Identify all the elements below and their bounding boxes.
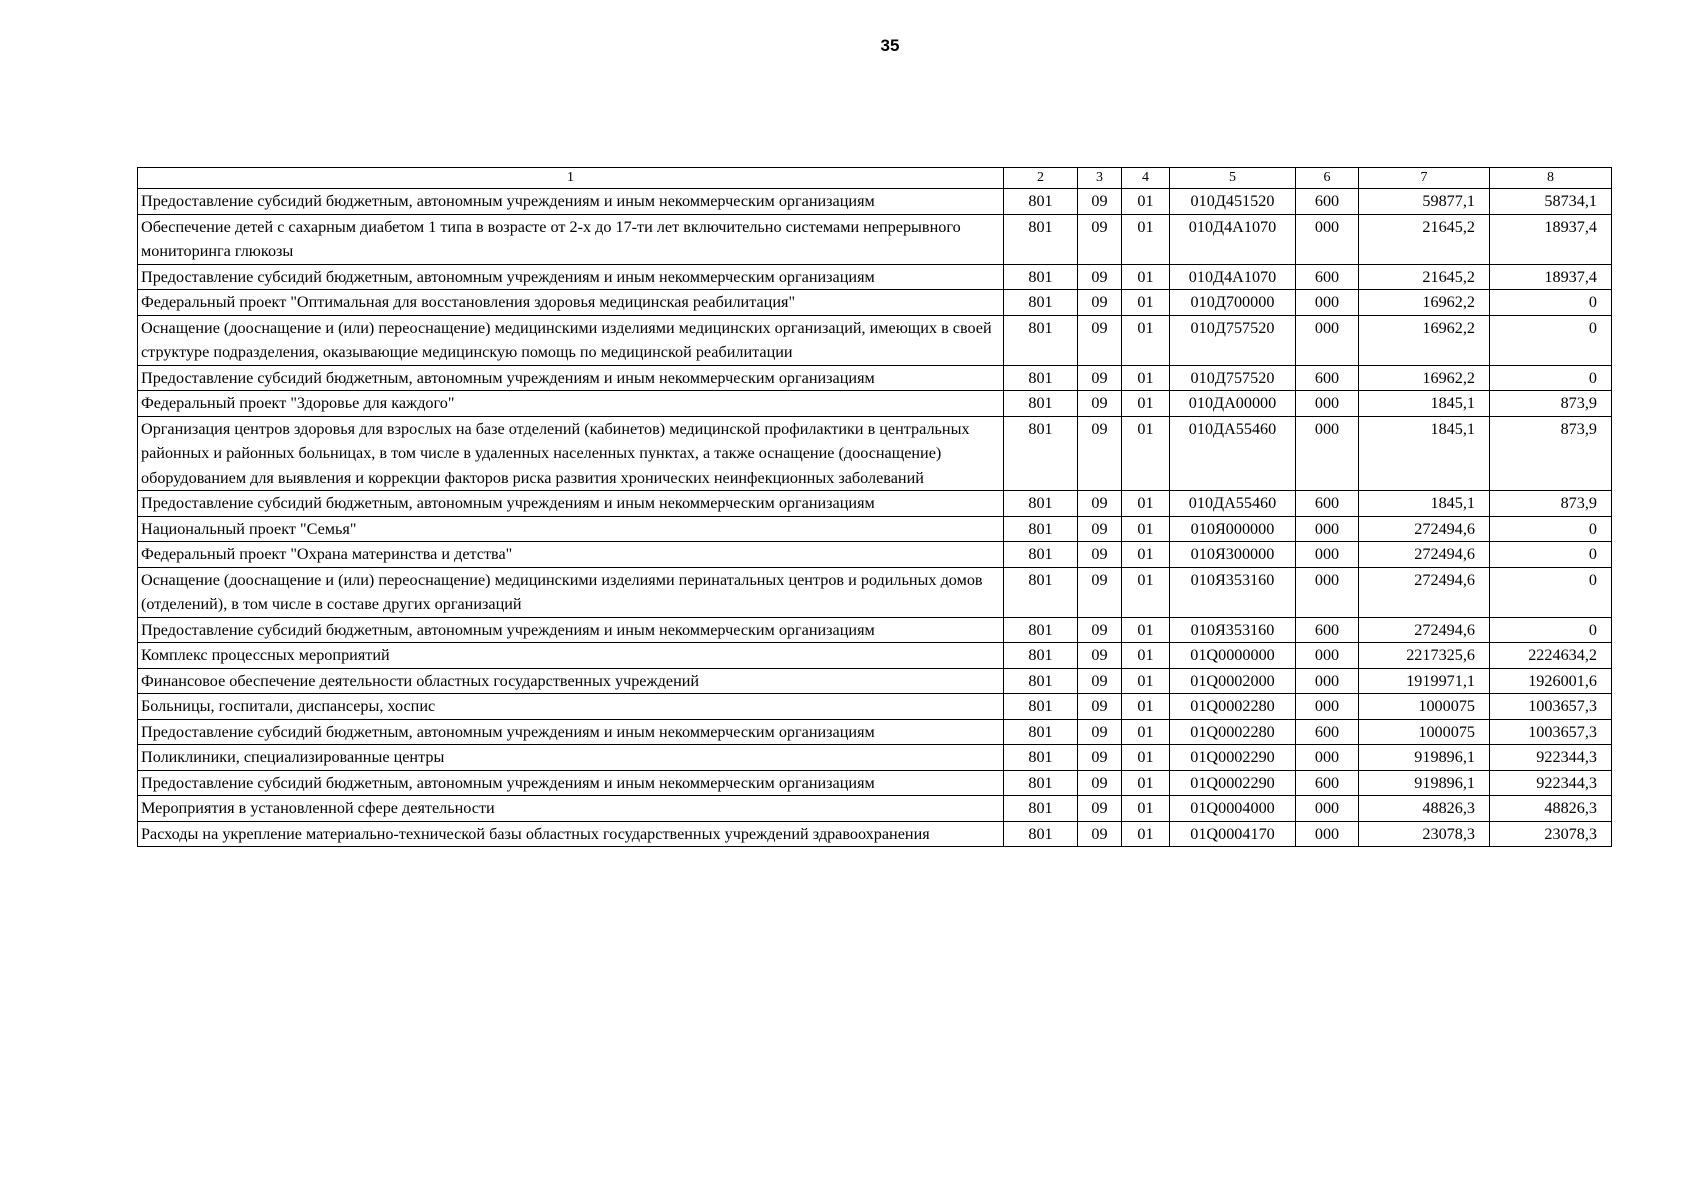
code-target-article: 010Я000000: [1170, 516, 1296, 542]
row-description: Предоставление субсидий бюджетным, автономным учреждениям и иным некоммерческим организациям: [138, 365, 1004, 391]
code-target-article: 01Q0002280: [1170, 694, 1296, 720]
code-target-article: 010ДА55460: [1170, 416, 1296, 491]
amount-year-1: 1000075: [1359, 719, 1490, 745]
code-expense-type: 000: [1296, 214, 1359, 264]
code-expense-type: 000: [1296, 516, 1359, 542]
code-section: 09: [1078, 189, 1122, 215]
code-subsection: 01: [1122, 668, 1170, 694]
code-section: 09: [1078, 516, 1122, 542]
header-row: [138, 168, 1612, 189]
code-target-article: 01Q0000000: [1170, 643, 1296, 669]
code-subsection: 01: [1122, 315, 1170, 365]
table-row: [138, 567, 1612, 617]
amount-year-1: 16962,2: [1359, 290, 1490, 316]
code-ministry: 801: [1004, 617, 1078, 643]
code-expense-type: 600: [1296, 491, 1359, 517]
code-target-article: 010ДА55460: [1170, 491, 1296, 517]
code-subsection: 01: [1122, 617, 1170, 643]
amount-year-2: 1003657,3: [1490, 694, 1612, 720]
code-expense-type: 000: [1296, 542, 1359, 568]
code-target-article: 010Д4А1070: [1170, 214, 1296, 264]
amount-year-1: 48826,3: [1359, 796, 1490, 822]
table-row: [138, 643, 1612, 669]
code-expense-type: 600: [1296, 617, 1359, 643]
row-description: Федеральный проект "Здоровье для каждого": [138, 391, 1004, 417]
table-row: [138, 365, 1612, 391]
amount-year-2: 0: [1490, 315, 1612, 365]
amount-year-1: 21645,2: [1359, 264, 1490, 290]
amount-year-2: 1003657,3: [1490, 719, 1612, 745]
code-expense-type: 600: [1296, 264, 1359, 290]
code-target-article: 01Q0004170: [1170, 821, 1296, 847]
table-row: [138, 416, 1612, 491]
row-description: Предоставление субсидий бюджетным, автономным учреждениям и иным некоммерческим организациям: [138, 189, 1004, 215]
code-section: 09: [1078, 567, 1122, 617]
code-section: 09: [1078, 416, 1122, 491]
code-subsection: 01: [1122, 567, 1170, 617]
row-description: Оснащение (дооснащение и (или) переоснащение) медицинскими изделиями перинатальных центров и родильных домов (отделений), в том числе в составе других организаций: [138, 567, 1004, 617]
row-description: Предоставление субсидий бюджетным, автономным учреждениям и иным некоммерческим организациям: [138, 617, 1004, 643]
code-subsection: 01: [1122, 391, 1170, 417]
amount-year-2: 873,9: [1490, 491, 1612, 517]
code-expense-type: 600: [1296, 189, 1359, 215]
code-section: 09: [1078, 668, 1122, 694]
code-ministry: 801: [1004, 264, 1078, 290]
amount-year-1: 919896,1: [1359, 770, 1490, 796]
code-subsection: 01: [1122, 770, 1170, 796]
code-target-article: 010Я300000: [1170, 542, 1296, 568]
code-target-article: 01Q0004000: [1170, 796, 1296, 822]
code-subsection: 01: [1122, 214, 1170, 264]
row-description: Предоставление субсидий бюджетным, автономным учреждениям и иным некоммерческим организациям: [138, 491, 1004, 517]
code-target-article: 010ДА00000: [1170, 391, 1296, 417]
amount-year-2: 48826,3: [1490, 796, 1612, 822]
table-row: [138, 264, 1612, 290]
row-description: Федеральный проект "Оптимальная для восстановления здоровья медицинская реабилитация": [138, 290, 1004, 316]
code-section: 09: [1078, 694, 1122, 720]
code-expense-type: 600: [1296, 770, 1359, 796]
table-row: [138, 694, 1612, 720]
amount-year-1: 919896,1: [1359, 745, 1490, 771]
amount-year-2: 2224634,2: [1490, 643, 1612, 669]
code-target-article: 01Q0002290: [1170, 770, 1296, 796]
amount-year-2: 0: [1490, 365, 1612, 391]
code-expense-type: 000: [1296, 796, 1359, 822]
amount-year-1: 23078,3: [1359, 821, 1490, 847]
row-description: Предоставление субсидий бюджетным, автономным учреждениям и иным некоммерческим организациям: [138, 264, 1004, 290]
code-section: 09: [1078, 796, 1122, 822]
amount-year-1: 272494,6: [1359, 516, 1490, 542]
code-target-article: 010Я353160: [1170, 567, 1296, 617]
amount-year-1: 1845,1: [1359, 491, 1490, 517]
code-target-article: 010Я353160: [1170, 617, 1296, 643]
table-row: [138, 796, 1612, 822]
amount-year-1: 1845,1: [1359, 416, 1490, 491]
table-row: [138, 391, 1612, 417]
page-number: 35: [880, 36, 900, 55]
code-expense-type: 000: [1296, 315, 1359, 365]
header-cell: 8: [1490, 168, 1612, 189]
amount-year-1: 272494,6: [1359, 617, 1490, 643]
code-target-article: 01Q0002280: [1170, 719, 1296, 745]
code-ministry: 801: [1004, 365, 1078, 391]
code-subsection: 01: [1122, 365, 1170, 391]
code-ministry: 801: [1004, 315, 1078, 365]
code-expense-type: 000: [1296, 643, 1359, 669]
table-row: [138, 516, 1612, 542]
code-subsection: 01: [1122, 290, 1170, 316]
table-row: [138, 290, 1612, 316]
code-expense-type: 000: [1296, 745, 1359, 771]
header-cell: 4: [1122, 168, 1170, 189]
amount-year-1: 1919971,1: [1359, 668, 1490, 694]
code-ministry: 801: [1004, 416, 1078, 491]
table-row: [138, 617, 1612, 643]
table-body: [138, 189, 1612, 847]
amount-year-1: 1000075: [1359, 694, 1490, 720]
code-ministry: 801: [1004, 516, 1078, 542]
code-expense-type: 000: [1296, 694, 1359, 720]
code-expense-type: 600: [1296, 365, 1359, 391]
amount-year-1: 2217325,6: [1359, 643, 1490, 669]
code-target-article: 01Q0002000: [1170, 668, 1296, 694]
code-subsection: 01: [1122, 643, 1170, 669]
amount-year-2: 873,9: [1490, 416, 1612, 491]
budget-table-container: [137, 167, 1611, 847]
table-row: [138, 668, 1612, 694]
code-subsection: 01: [1122, 416, 1170, 491]
row-description: Национальный проект "Семья": [138, 516, 1004, 542]
row-description: Больницы, госпитали, диспансеры, хоспис: [138, 694, 1004, 720]
table-row: [138, 821, 1612, 847]
code-section: 09: [1078, 542, 1122, 568]
code-expense-type: 000: [1296, 821, 1359, 847]
code-subsection: 01: [1122, 694, 1170, 720]
header-cell: 7: [1359, 168, 1490, 189]
code-expense-type: 000: [1296, 668, 1359, 694]
amount-year-2: 18937,4: [1490, 214, 1612, 264]
code-subsection: 01: [1122, 745, 1170, 771]
code-expense-type: 000: [1296, 391, 1359, 417]
code-ministry: 801: [1004, 796, 1078, 822]
code-subsection: 01: [1122, 516, 1170, 542]
code-ministry: 801: [1004, 668, 1078, 694]
code-ministry: 801: [1004, 719, 1078, 745]
code-expense-type: 600: [1296, 719, 1359, 745]
code-ministry: 801: [1004, 694, 1078, 720]
row-description: Финансовое обеспечение деятельности областных государственных учреждений: [138, 668, 1004, 694]
amount-year-2: 0: [1490, 542, 1612, 568]
code-section: 09: [1078, 214, 1122, 264]
table-row: [138, 315, 1612, 365]
row-description: Предоставление субсидий бюджетным, автономным учреждениям и иным некоммерческим организациям: [138, 770, 1004, 796]
row-description: Оснащение (дооснащение и (или) переоснащение) медицинскими изделиями медицинских организаций, имеющих в своей структуре подразделения, оказывающие медицинскую помощь по медицинской реабилитации: [138, 315, 1004, 365]
table-row: [138, 189, 1612, 215]
code-ministry: 801: [1004, 542, 1078, 568]
code-subsection: 01: [1122, 491, 1170, 517]
code-target-article: 010Д700000: [1170, 290, 1296, 316]
code-section: 09: [1078, 719, 1122, 745]
code-subsection: 01: [1122, 719, 1170, 745]
table-row: [138, 719, 1612, 745]
code-section: 09: [1078, 491, 1122, 517]
code-ministry: 801: [1004, 643, 1078, 669]
amount-year-1: 16962,2: [1359, 315, 1490, 365]
code-ministry: 801: [1004, 821, 1078, 847]
code-ministry: 801: [1004, 745, 1078, 771]
row-description: Федеральный проект "Охрана материнства и детства": [138, 542, 1004, 568]
code-section: 09: [1078, 770, 1122, 796]
code-target-article: 010Д451520: [1170, 189, 1296, 215]
amount-year-2: 1926001,6: [1490, 668, 1612, 694]
amount-year-2: 18937,4: [1490, 264, 1612, 290]
code-section: 09: [1078, 264, 1122, 290]
amount-year-2: 0: [1490, 617, 1612, 643]
code-target-article: 010Д757520: [1170, 365, 1296, 391]
amount-year-2: 0: [1490, 567, 1612, 617]
amount-year-2: 0: [1490, 516, 1612, 542]
header-cell: 5: [1170, 168, 1296, 189]
code-section: 09: [1078, 315, 1122, 365]
code-ministry: 801: [1004, 391, 1078, 417]
budget-table: [137, 167, 1612, 847]
code-expense-type: 000: [1296, 567, 1359, 617]
header-cell: 6: [1296, 168, 1359, 189]
amount-year-2: 922344,3: [1490, 770, 1612, 796]
code-section: 09: [1078, 821, 1122, 847]
row-description: Поликлиники, специализированные центры: [138, 745, 1004, 771]
amount-year-2: 0: [1490, 290, 1612, 316]
amount-year-1: 59877,1: [1359, 189, 1490, 215]
code-expense-type: 000: [1296, 290, 1359, 316]
code-section: 09: [1078, 391, 1122, 417]
code-ministry: 801: [1004, 189, 1078, 215]
code-ministry: 801: [1004, 290, 1078, 316]
amount-year-1: 21645,2: [1359, 214, 1490, 264]
code-target-article: 010Д4А1070: [1170, 264, 1296, 290]
header-cell: 1: [138, 168, 1004, 189]
code-expense-type: 000: [1296, 416, 1359, 491]
amount-year-1: 272494,6: [1359, 542, 1490, 568]
amount-year-2: 922344,3: [1490, 745, 1612, 771]
code-section: 09: [1078, 617, 1122, 643]
amount-year-2: 58734,1: [1490, 189, 1612, 215]
amount-year-2: 873,9: [1490, 391, 1612, 417]
row-description: Комплекс процессных мероприятий: [138, 643, 1004, 669]
code-section: 09: [1078, 365, 1122, 391]
header-cell: 3: [1078, 168, 1122, 189]
table-row: [138, 214, 1612, 264]
table-row: [138, 542, 1612, 568]
code-section: 09: [1078, 290, 1122, 316]
code-ministry: 801: [1004, 770, 1078, 796]
code-ministry: 801: [1004, 491, 1078, 517]
amount-year-2: 23078,3: [1490, 821, 1612, 847]
code-subsection: 01: [1122, 821, 1170, 847]
code-subsection: 01: [1122, 542, 1170, 568]
table-row: [138, 745, 1612, 771]
code-subsection: 01: [1122, 189, 1170, 215]
code-subsection: 01: [1122, 264, 1170, 290]
code-ministry: 801: [1004, 214, 1078, 264]
code-section: 09: [1078, 643, 1122, 669]
code-ministry: 801: [1004, 567, 1078, 617]
code-target-article: 010Д757520: [1170, 315, 1296, 365]
table-row: [138, 491, 1612, 517]
code-subsection: 01: [1122, 796, 1170, 822]
code-section: 09: [1078, 745, 1122, 771]
header-cell: 2: [1004, 168, 1078, 189]
row-description: Предоставление субсидий бюджетным, автономным учреждениям и иным некоммерческим организациям: [138, 719, 1004, 745]
code-target-article: 01Q0002290: [1170, 745, 1296, 771]
amount-year-1: 272494,6: [1359, 567, 1490, 617]
row-description: Организация центров здоровья для взрослых на базе отделений (кабинетов) медицинской профилактики в центральных районных и районных больницах, в том числе в удаленных населенных пунктах, а также оснащение (дооснащение) оборудованием для выявления и коррекции факторов риска развития хронических неинфекционных заболеваний: [138, 416, 1004, 491]
table-row: [138, 770, 1612, 796]
row-description: Обеспечение детей с сахарным диабетом 1 типа в возрасте от 2-х до 17-ти лет включительно системами непрерывного мониторинга глюкозы: [138, 214, 1004, 264]
row-description: Мероприятия в установленной сфере деятельности: [138, 796, 1004, 822]
row-description: Расходы на укрепление материально-технической базы областных государственных учреждений здравоохранения: [138, 821, 1004, 847]
amount-year-1: 16962,2: [1359, 365, 1490, 391]
amount-year-1: 1845,1: [1359, 391, 1490, 417]
